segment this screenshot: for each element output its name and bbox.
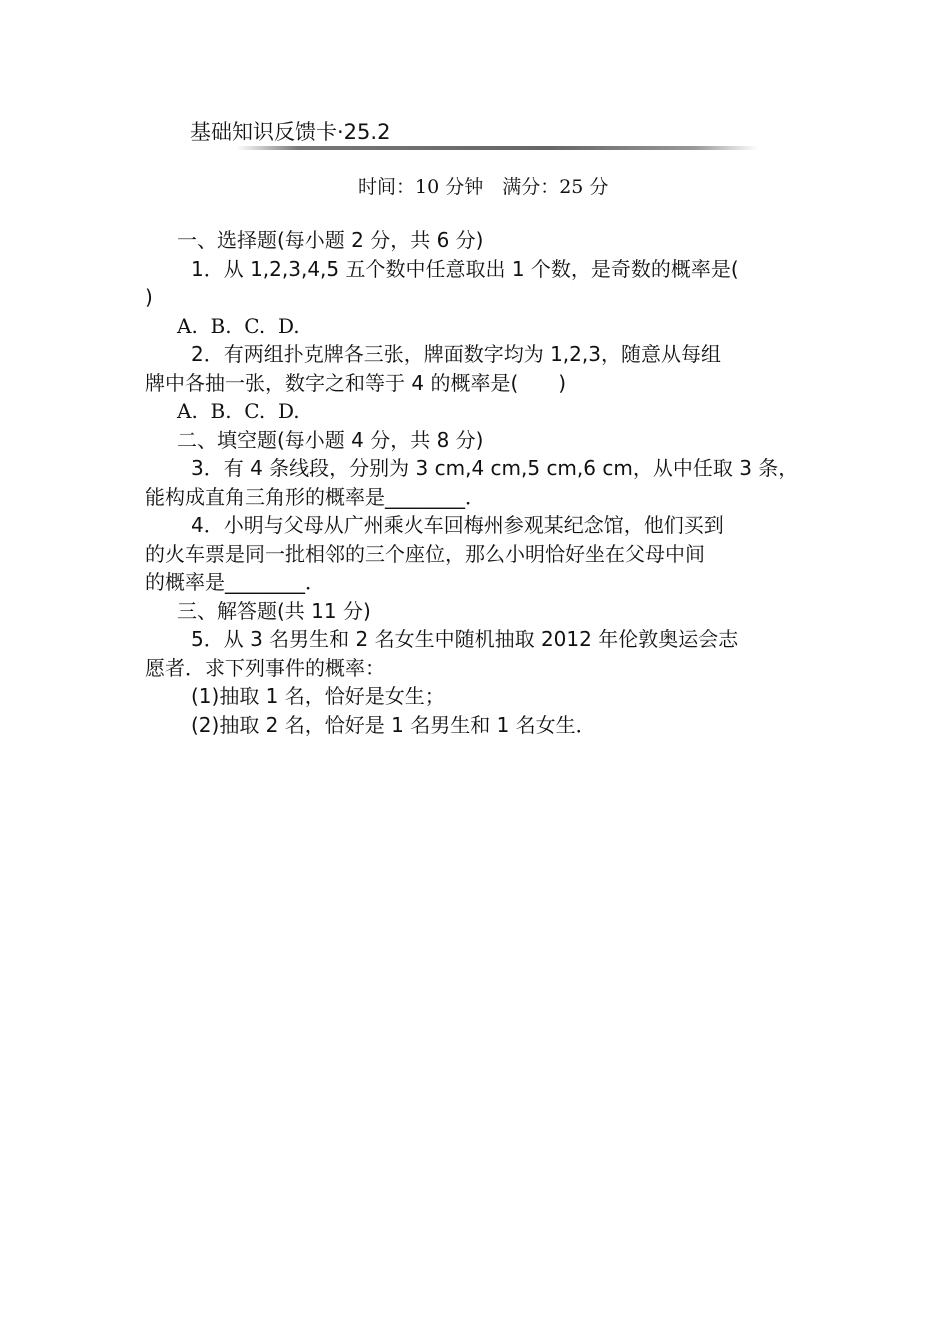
worksheet-body	[145, 226, 825, 739]
question-2-text-cont: 牌中各抽一张，数字之和等于 4 的概率是( )	[145, 370, 567, 395]
question-5-text-cont: 愿者．求下列事件的概率：	[145, 655, 385, 680]
question-1-bracket: )	[145, 285, 153, 309]
section-heading-choice: 一、选择题(每小题 2 分，共 6 分)	[177, 228, 484, 252]
question-3-text-cont: 能构成直角三角形的概率是________．	[145, 484, 485, 509]
question-4-text: 4．小明与父母从广州乘火车回梅州参观某纪念馆，他们买到	[191, 513, 724, 537]
time-and-score-info: 时间：10 分钟 满分：25 分	[358, 176, 609, 198]
section-heading-answer: 三、解答题(共 11 分)	[177, 598, 371, 623]
question-2-options: A. B. C. D.	[177, 399, 300, 423]
question-4-text-cont: 的火车票是同一批相邻的三个座位，那么小明恰好坐在父母中间	[145, 541, 705, 566]
question-1-options: A. B. C. D.	[177, 313, 300, 338]
question-2-text: 2．有两组扑克牌各三张，牌面数字均为 1,2,3，随意从每组	[191, 342, 721, 366]
question-4-text-end: 的概率是________．	[145, 570, 325, 594]
question-5-part-2: (2)抽取 2 名，恰好是 1 名男生和 1 名女生．	[191, 712, 596, 737]
page-title: 基础知识反馈卡·25.2	[190, 120, 391, 144]
section-heading-fill: 二、填空题(每小题 4 分，共 8 分)	[177, 427, 484, 452]
question-5-text: 5．从 3 名男生和 2 名女生中随机抽取 2012 年伦敦奥运会志	[191, 627, 739, 651]
question-1-text: 1．从 1,2,3,4,5 五个数中任意取出 1 个数，是奇数的概率是(	[191, 256, 739, 281]
question-3-text: 3．有 4 条线段，分别为 3 cm,4 cm,5 cm,6 cm，从中任取 3 条，	[191, 456, 799, 480]
title-underline	[236, 146, 758, 150]
question-5-part-1: (1)抽取 1 名，恰好是女生；	[191, 684, 445, 708]
